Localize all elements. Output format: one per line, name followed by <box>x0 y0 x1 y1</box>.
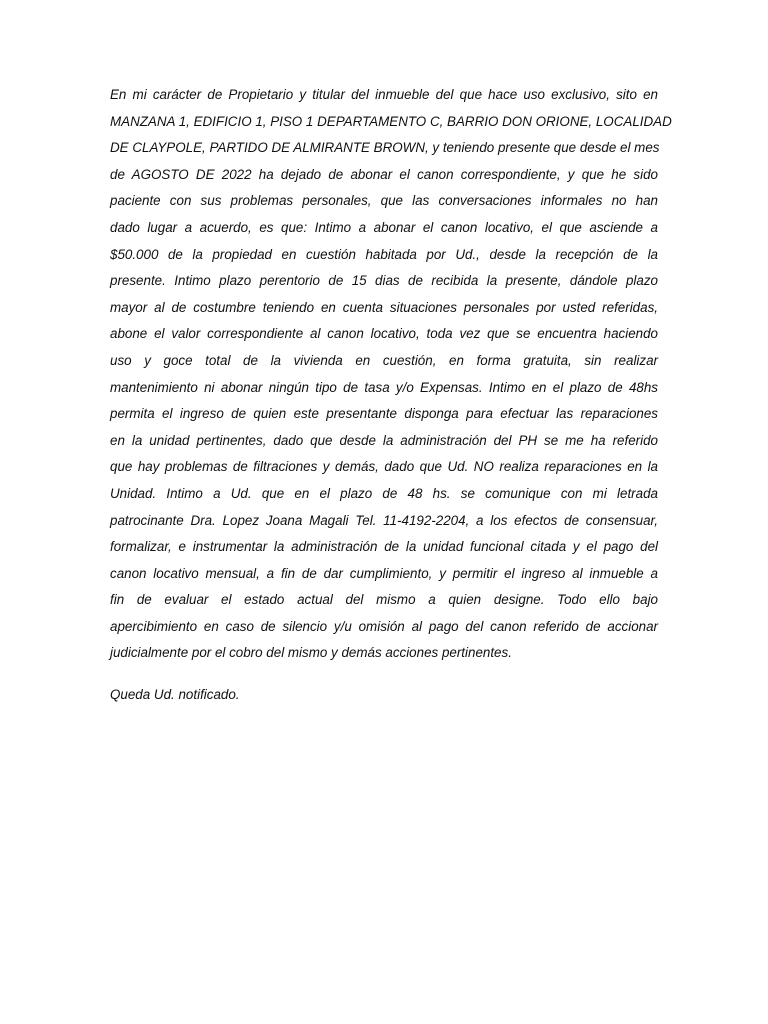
paragraph-line: uso y goce total de la vivienda en cuestión, en forma gratuita, sin realizar <box>110 352 658 368</box>
closing-line: Queda Ud. notificado. <box>110 687 240 702</box>
paragraph-line: fin de evaluar el estado actual del mismo a quien designe. Todo ello bajo <box>110 592 658 608</box>
paragraph-line: $50.000 de la propiedad en cuestión habitada por Ud., desde la recepción de la <box>110 246 658 262</box>
paragraph-line: canon locativo mensual, a fin de dar cumplimiento, y permitir el ingreso al inmueble a <box>110 565 658 581</box>
paragraph-line: abone el valor correspondiente al canon locativo, toda vez que se encuentra haciendo <box>110 326 658 342</box>
paragraph-line: mayor al de costumbre teniendo en cuenta situaciones personales por usted referidas, <box>110 299 658 315</box>
paragraph-line: apercibimiento en caso de silencio y/u omisión al pago del canon referido de accionar <box>110 618 658 634</box>
paragraph-line: paciente con sus problemas personales, que las conversaciones informales no han <box>110 193 658 209</box>
paragraph-line: judicialmente por el cobro del mismo y demás acciones pertinentes. <box>110 645 512 661</box>
paragraph-line: permita el ingreso de quien este presentante disponga para efectuar las reparaciones <box>110 406 658 422</box>
paragraph-line: En mi carácter de Propietario y titular del inmueble del que hace uso exclusivo, sito en <box>110 87 658 102</box>
paragraph-line: dado lugar a acuerdo, es que: Intimo a abonar el canon locativo, el que asciende a <box>110 219 658 235</box>
paragraph-line: mantenimiento ni abonar ningún tipo de tasa y/o Expensas. Intimo en el plazo de 48hs <box>110 379 658 395</box>
paragraph-line: MANZANA 1, EDIFICIO 1, PISO 1 DEPARTAMENTO C, BARRIO DON ORIONE, LOCALIDAD <box>110 113 672 129</box>
paragraph-line: que hay problemas de filtraciones y demás, dado que Ud. NO realiza reparaciones en la <box>110 459 658 475</box>
body-paragraph <box>110 82 672 667</box>
paragraph-line: patrocinante Dra. Lopez Joana Magali Tel. 11-4192-2204, a los efectos de consensuar, <box>110 512 658 528</box>
paragraph-line: DE CLAYPOLE, PARTIDO DE ALMIRANTE BROWN, y teniendo presente que desde el mes <box>110 140 660 156</box>
paragraph-line: formalizar, e instrumentar la administración de la unidad funcional citada y el pago del <box>110 539 658 555</box>
paragraph-line: en la unidad pertinentes, dado que desde la administración del PH se me ha referido <box>110 432 658 448</box>
paragraph-line: Unidad. Intimo a Ud. que en el plazo de 48 hs. se comunique con mi letrada <box>110 485 658 501</box>
paragraph-line: presente. Intimo plazo perentorio de 15 dias de recibida la presente, dándole plazo <box>110 273 658 289</box>
paragraph-line: de AGOSTO DE 2022 ha dejado de abonar el canon correspondiente, y que he sido <box>110 166 658 182</box>
